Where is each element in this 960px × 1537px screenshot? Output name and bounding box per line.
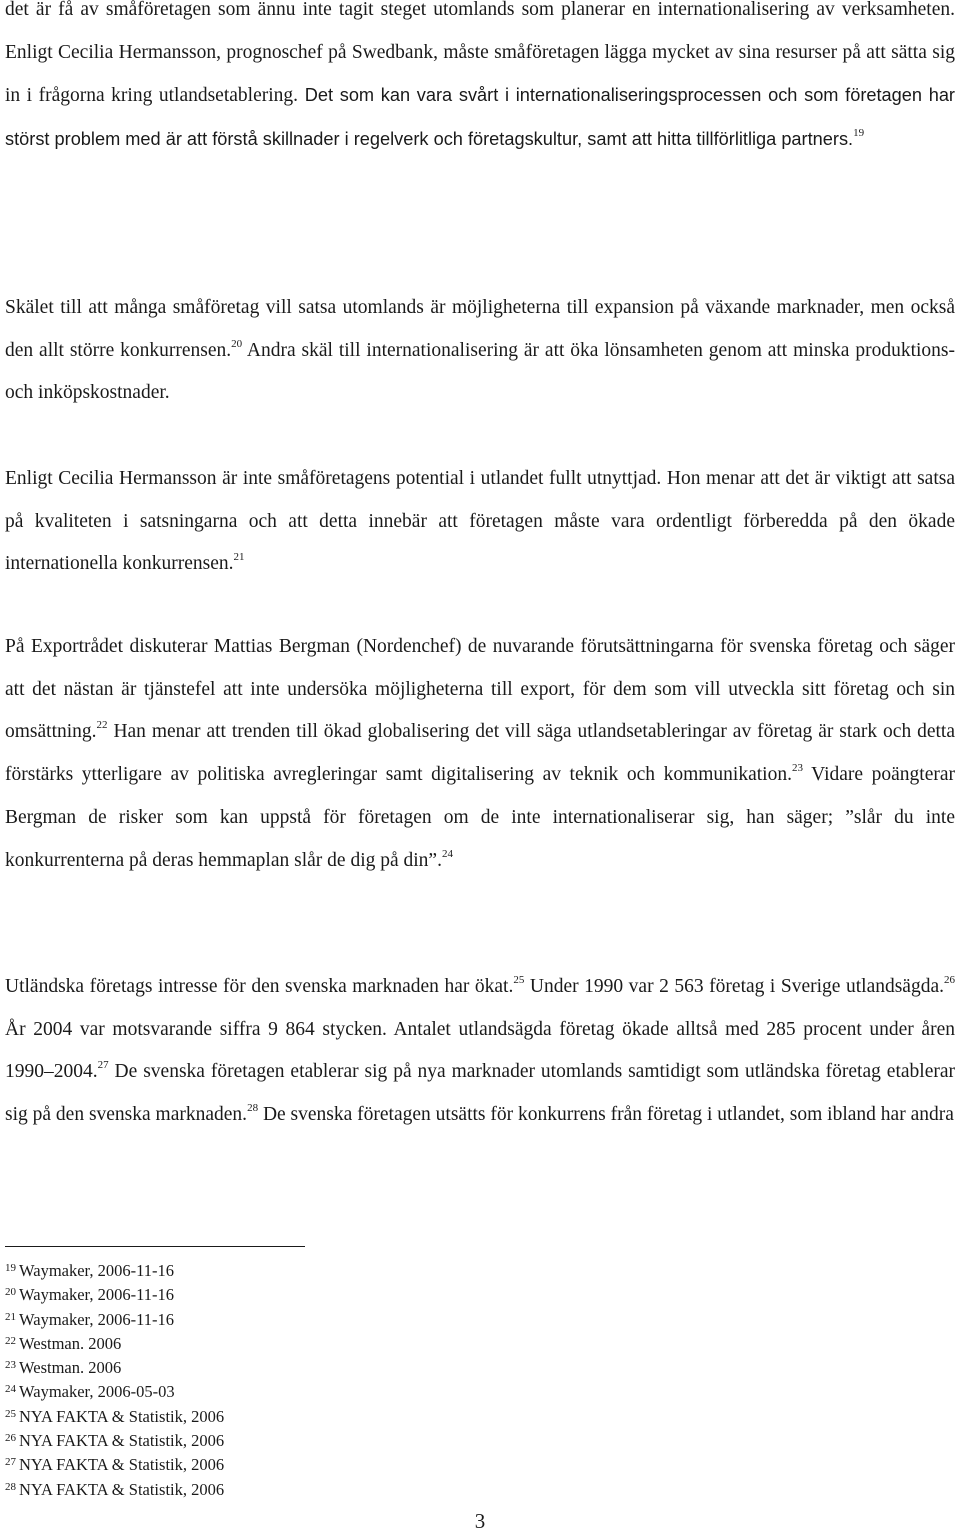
paragraph-1-text-a: det är få av småföretagen som ännu inte tagit steget utomlands som planerar en internationalisering av verksamheten. Enligt Cecilia Hermansson, prognoschef på Swedbank, måste småföretagen lägga mycket av sina resurser på att sätta sig in i frågorna kring utlandsetablering.	[5, 0, 955, 107]
footnote-number: 25	[5, 1407, 16, 1420]
paragraph-5-text-e: De svenska företagen utsätts för konkurrens från företag i utlandet, som ibland har andra	[258, 1104, 954, 1126]
footnote-text: Westman. 2006	[19, 1333, 122, 1353]
footnote-text: NYA FAKTA & Statistik, 2006	[19, 1479, 225, 1499]
paragraph-5-text-a: Utländska företags intresse för den svenska marknaden har ökat.	[5, 976, 514, 997]
footnote	[5, 1259, 605, 1283]
footnote-ref-27: 27	[97, 1059, 109, 1072]
footnote	[5, 1453, 605, 1477]
footnote-text: NYA FAKTA & Statistik, 2006	[19, 1406, 225, 1426]
footnote-ref-28: 28	[247, 1102, 259, 1115]
footnote-number: 20	[5, 1286, 16, 1299]
footnote	[5, 1478, 605, 1502]
footnote	[5, 1332, 605, 1356]
footnote-number: 21	[5, 1310, 16, 1323]
footnote	[5, 1380, 605, 1404]
footnote-number: 23	[5, 1359, 16, 1372]
footnote-number: 28	[5, 1480, 16, 1493]
footnote-text: Westman. 2006	[19, 1358, 122, 1378]
paragraph-1-text-b: Det som kan vara svårt i internationaliseringsprocessen och som företagen har störst problem med är att förstå skillnader i regelverk och företagskultur, samt att hitta tillförlitliga partners.	[5, 85, 955, 150]
paragraph-5	[5, 966, 955, 1137]
paragraph-4	[5, 626, 955, 882]
footnote-ref-21: 21	[233, 551, 245, 564]
footnote-ref-26: 26	[944, 974, 955, 986]
footnote-ref-25: 25	[513, 974, 525, 986]
paragraph-4-text-b: Han menar att trenden till ökad globalisering det vill säga utlandsetableringar av företag är stark och detta förstärks ytterligare av politiska avregleringar samt digitalisering av teknik och kommunikation.	[5, 721, 955, 786]
footnote-number: 26	[5, 1432, 16, 1445]
footnote-number: 19	[5, 1262, 16, 1274]
paragraph-2-text: Skälet till att många småföretag vill satsa utomlands är möjligheterna till expansion på växande marknader, men också den allt större konkurrensen.	[5, 297, 955, 361]
paragraph-4-text-c: Vidare poängterar Bergman de risker som kan uppstå för företagen om de inte internationaliserar sig, han säger; ”slår du inte konkurrenterna på deras hemmaplan slår de dig på din”.	[5, 764, 955, 871]
paragraph-5-text-c: År 2004 var motsvarande siffra 9 864 stycken. Antalet utlandsägda företag ökade alltså med 285 procent under åren 1990–2004.	[5, 1018, 955, 1083]
paragraph-3-text: Enligt Cecilia Hermansson är inte småföretagens potential i utlandet fullt utnyttjad. Hon menar att det är viktigt att satsa på kvaliteten i satsningarna och att detta innebär att företagen måste vara ordentligt förberedda på den ökade internationella konkurrensen.	[5, 468, 955, 575]
footnote-text: Waymaker, 2006-11-16	[19, 1261, 175, 1280]
footnote-ref-20: 20	[231, 337, 243, 350]
footnote-ref-19: 19	[853, 127, 865, 140]
footnote-text: NYA FAKTA & Statistik, 2006	[19, 1431, 225, 1451]
footnote-text: Waymaker, 2006-05-03	[19, 1382, 175, 1402]
paragraph-5-text-b: Under 1990 var 2 563 företag i Sverige utlandsägda.	[524, 976, 944, 997]
footnote-separator	[5, 1246, 305, 1247]
footnote-text: Waymaker, 2006-11-16	[19, 1285, 175, 1305]
footnote	[5, 1405, 605, 1429]
footnote-number: 22	[5, 1334, 16, 1347]
page-number: 3	[474, 1509, 486, 1533]
paragraph-4-text-a: På Exportrådet diskuterar Mattias Bergman (Nordenchef) de nuvarande förutsättningarna för svenska företag och säger att det nästan är tjänstefel att inte undersöka möjligheterna till export, för dem som vill utveckla sitt företag och sin omsättning.	[5, 636, 955, 743]
paragraph-2	[5, 287, 955, 415]
footnote	[5, 1429, 605, 1453]
paragraph-2-tail: Andra skäl till internationalisering är att öka lönsamheten genom att minska produktions- och inköpskostnader.	[5, 339, 955, 404]
paragraph-1	[5, 0, 955, 162]
paragraph-3	[5, 458, 955, 586]
footnotes	[5, 1259, 605, 1502]
footnote-ref-23: 23	[791, 762, 803, 775]
footnote-number: 24	[5, 1383, 16, 1396]
footnote	[5, 1283, 605, 1307]
footnote	[5, 1308, 605, 1332]
footnote-ref-24: 24	[441, 847, 453, 860]
footnote-ref-22: 22	[96, 719, 108, 732]
footnote-number: 27	[5, 1456, 16, 1469]
footnote	[5, 1356, 605, 1380]
paragraph-5-text-d: De svenska företagen etablerar sig på nya marknader utomlands samtidigt som utländska företag etablerar sig på den svenska marknaden.	[5, 1061, 955, 1126]
footnote-text: NYA FAKTA & Statistik, 2006	[19, 1455, 225, 1475]
footnote-text: Waymaker, 2006-11-16	[19, 1309, 175, 1329]
